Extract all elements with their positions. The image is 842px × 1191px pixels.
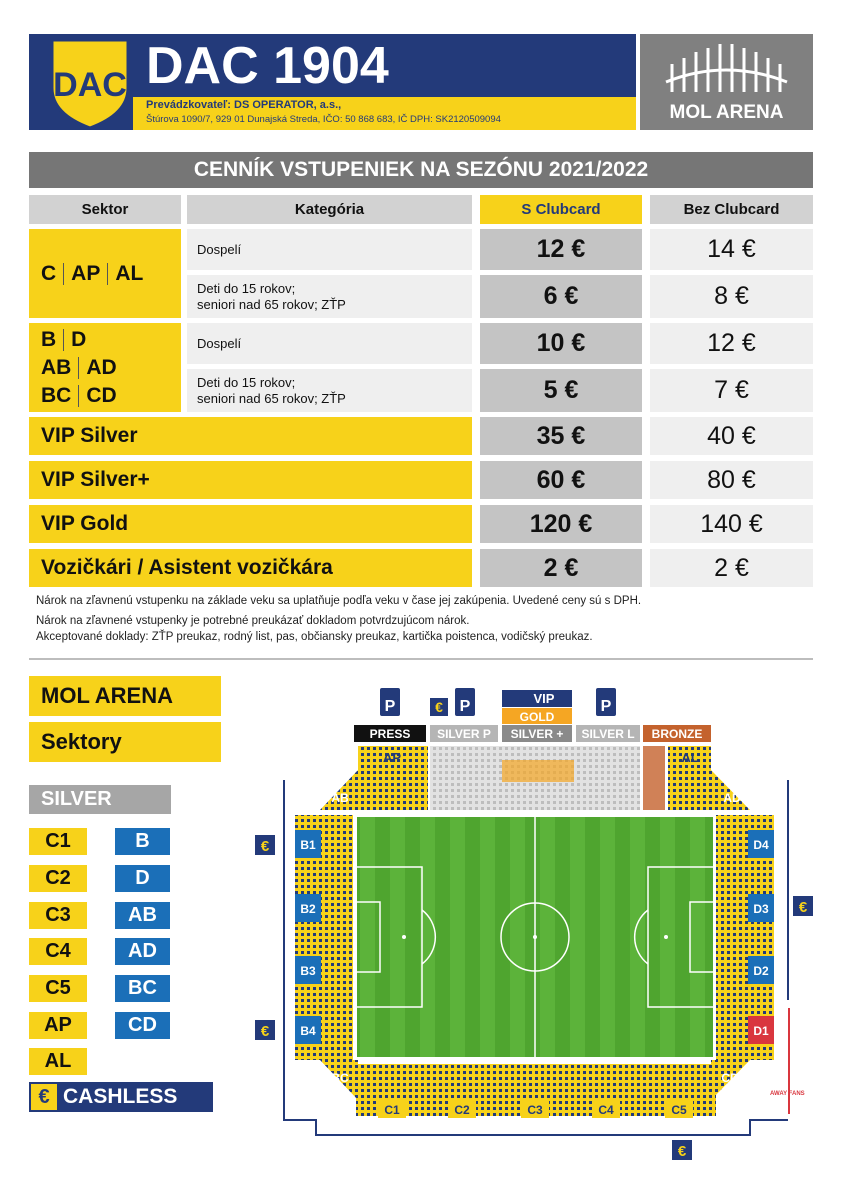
label-silver-p-text: SILVER P (437, 727, 491, 741)
away-fans-label: AWAY FANS (770, 1091, 805, 1097)
sector-c5-label: C5 (671, 1103, 687, 1117)
cashless-icon-left-top (255, 835, 275, 855)
cashless-badge (29, 1082, 213, 1112)
cashless-label: CASHLESS (63, 1085, 178, 1108)
sector-al-label: AL (681, 750, 699, 765)
label-silver-l-text: SILVER L (581, 727, 635, 741)
sector-b1-label: B1 (300, 838, 316, 852)
sector-label: AD (86, 355, 117, 379)
price-with-card: 120 € (480, 505, 642, 543)
price-with-card: 60 € (480, 461, 642, 499)
price-with-card: 10 € (480, 323, 642, 364)
svg-text:€: € (435, 699, 443, 715)
category-cell (187, 229, 472, 270)
club-name: DAC 1904 (146, 37, 389, 95)
note-age: Nárok na zľavnenú vstupenku na základe veku sa uplatňuje podľa veku v čase jej zakúpenia. Uvedené ceny sú s DPH. (36, 595, 642, 607)
label-bronze-text: BRONZE (651, 727, 703, 741)
category-cell (187, 369, 472, 412)
price-with-card: 12 € (480, 229, 642, 270)
price-without-card: 8 € (650, 275, 813, 318)
legend-sector-c3: C3 (29, 902, 87, 929)
logo-text: DAC (53, 66, 127, 104)
row-vip-gold: VIP Gold (29, 505, 472, 543)
category-text: seniori nad 65 rokov; ZŤP (197, 390, 346, 406)
legend-sector-cd: CD (115, 1012, 170, 1039)
bronze-seats (643, 746, 665, 810)
sector-group-b-d (29, 323, 181, 412)
arena-roof-icon (664, 40, 789, 98)
price-with-card: 5 € (480, 369, 642, 412)
row-vip-silver-plus: VIP Silver+ (29, 461, 472, 499)
category-text: Deti do 15 rokov; (197, 374, 296, 390)
legend-sectors: Sektory (29, 722, 221, 762)
sector-label: CD (86, 383, 117, 407)
row-vip-silver: VIP Silver (29, 417, 472, 455)
gold-seats (502, 760, 574, 782)
header-sector: Sektor (29, 195, 181, 224)
parking-vip-right-icon (596, 688, 616, 716)
sector-group-c-ap-al (29, 229, 181, 318)
category-cell (187, 275, 472, 318)
sector-b2-label: B2 (300, 902, 316, 916)
note-proof: Nárok na zľavnené vstupenky je potrebné preukázať dokladom potvrdzujúcom nárok. (36, 615, 470, 627)
header-category: Kategória (187, 195, 472, 224)
price-without-card: 140 € (650, 505, 813, 543)
svg-text:€: € (677, 1143, 687, 1160)
sector-label: C (41, 261, 57, 285)
sector-d2-label: D2 (753, 964, 769, 978)
legend-arena: MOL ARENA (29, 676, 221, 716)
page-title: CENNÍK VSTUPENIEK NA SEZÓNU 2021/2022 (193, 158, 649, 181)
divider (29, 658, 813, 660)
arena-name: MOL ARENA (669, 102, 784, 123)
parking-vip-left-icon (455, 688, 475, 716)
sector-label: D (71, 327, 87, 351)
legend-sector-ad: AD (115, 938, 170, 965)
legend-sector-b: B (115, 828, 170, 855)
cashless-icon-bottom (672, 1140, 692, 1160)
operator-line: Prevádzkovateľ: DS OPERATOR, a.s., (146, 99, 342, 111)
label-vip-text: VIP (533, 691, 555, 706)
sector-label: AP (71, 261, 101, 285)
parking-press-icon (380, 688, 400, 716)
legend-sector-c2: C2 (29, 865, 87, 892)
dac-crest-logo (48, 36, 132, 130)
euro-icon: € (31, 1084, 57, 1110)
legend-sector-al: AL (29, 1048, 87, 1075)
sector-c4-label: C4 (598, 1103, 614, 1117)
price-with-card: 35 € (480, 417, 642, 455)
price-with-card: 6 € (480, 275, 642, 318)
sector-bc-label: BC (331, 1071, 349, 1085)
legend-sector-ap: AP (29, 1012, 87, 1039)
sector-b4-label: B4 (300, 1024, 316, 1038)
legend-sector-ab: AB (115, 902, 170, 929)
category-text: Dospelí (197, 241, 242, 257)
price-without-card: 2 € (650, 549, 813, 587)
header-without-clubcard: Bez Clubcard (650, 195, 813, 224)
sector-c3-label: C3 (527, 1103, 543, 1117)
price-without-card: 40 € (650, 417, 813, 455)
label-silver-plus-text: SILVER + (510, 727, 564, 741)
legend-sector-c5: C5 (29, 975, 87, 1002)
sector-label: B (41, 327, 57, 351)
price-without-card: 7 € (650, 369, 813, 412)
legend-sector-bc: BC (115, 975, 170, 1002)
sector-d3-label: D3 (753, 902, 769, 916)
sector-label: AB (41, 355, 72, 379)
sector-label: AL (115, 261, 144, 285)
svg-text:€: € (798, 899, 808, 916)
note-documents: Akceptované doklady: ZŤP preukaz, rodný list, pas, občiansky preukaz, kartička poistenca, vodičský preukaz. (36, 631, 593, 643)
svg-text:P: P (459, 698, 471, 715)
sector-cd-label: CD (721, 1071, 739, 1085)
sector-ap-label: AP (382, 750, 402, 765)
sector-d4-label: D4 (753, 838, 769, 852)
price-with-card: 2 € (480, 549, 642, 587)
category-text: seniori nad 65 rokov; ZŤP (197, 296, 346, 312)
cashless-icon-top (430, 698, 448, 716)
row-wheelchair: Vozičkári / Asistent vozičkára (29, 549, 472, 587)
category-cell (187, 323, 472, 364)
svg-text:€: € (260, 1023, 270, 1040)
sector-label: BC (41, 383, 72, 407)
category-text: Dospelí (197, 335, 242, 351)
address-line: Štúrova 1090/7, 929 01 Dunajská Streda, IČO: 50 868 683, IČ DPH: SK2120509094 (146, 114, 501, 125)
sector-b3-label: B3 (300, 964, 316, 978)
header-with-clubcard: S Clubcard (480, 195, 642, 224)
legend-sector-c1: C1 (29, 828, 87, 855)
legend-silver-heading: SILVER (29, 785, 171, 814)
sector-ad-label: AD (723, 791, 741, 805)
price-without-card: 14 € (650, 229, 813, 270)
cashless-icon-right (793, 896, 813, 916)
svg-text:P: P (600, 698, 612, 715)
price-without-card: 12 € (650, 323, 813, 364)
category-text: Deti do 15 rokov; (197, 280, 296, 296)
legend-sector-c4: C4 (29, 938, 87, 965)
svg-text:€: € (260, 838, 270, 855)
sector-c1-label: C1 (384, 1103, 400, 1117)
label-press-text: PRESS (369, 727, 411, 741)
stadium-map (240, 680, 820, 1170)
legend-sector-d: D (115, 865, 170, 892)
sector-d1-label: D1 (753, 1024, 769, 1038)
cashless-icon-left-bottom (255, 1020, 275, 1040)
label-gold-text: GOLD (519, 710, 555, 724)
sector-c2-label: C2 (454, 1103, 470, 1117)
sector-ab-label: AB (331, 791, 349, 805)
svg-text:P: P (384, 698, 396, 715)
price-without-card: 80 € (650, 461, 813, 499)
